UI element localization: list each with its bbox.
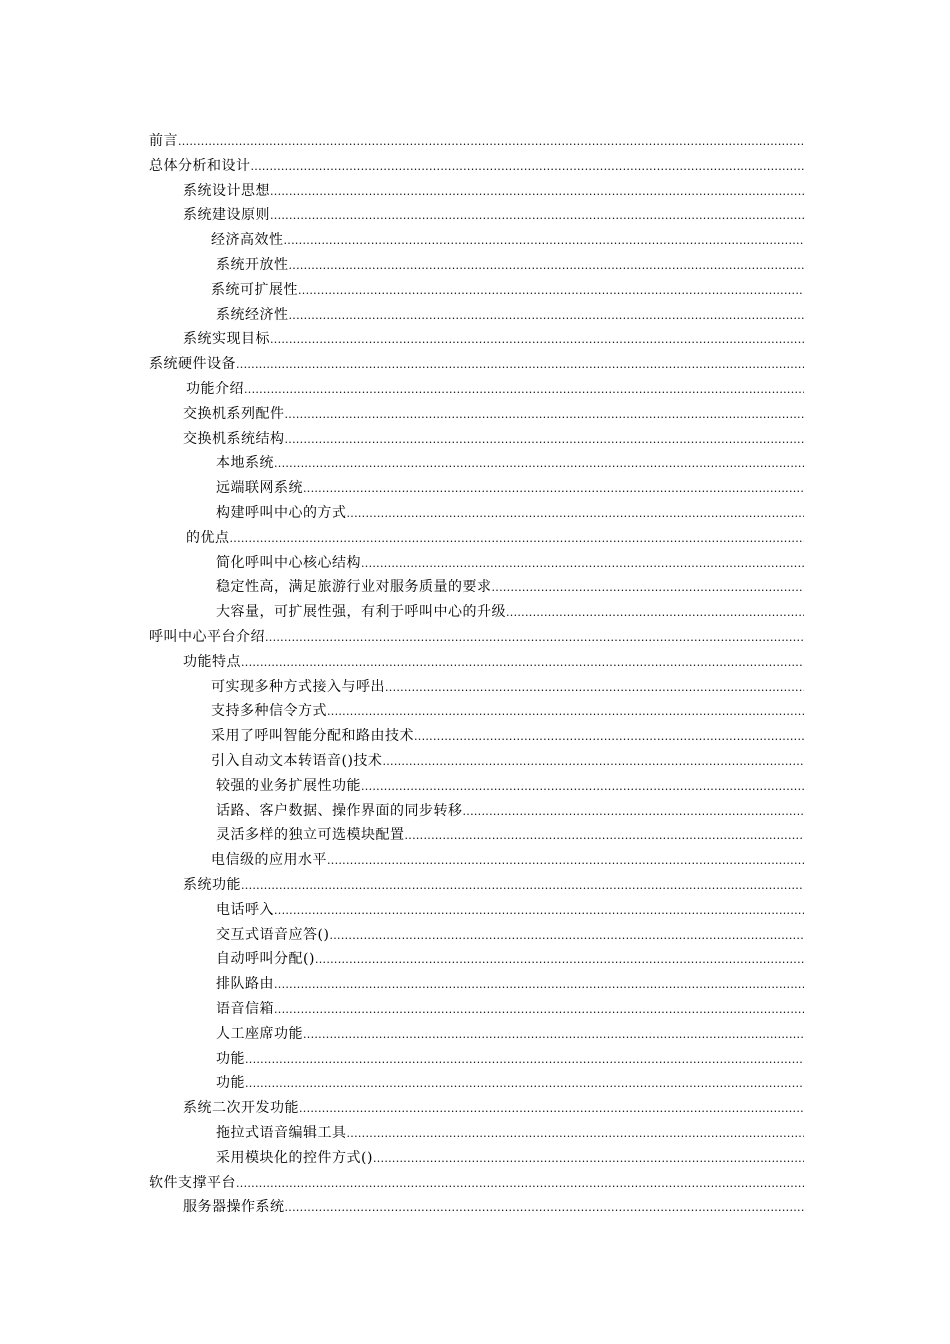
toc-dot-leader <box>274 1004 804 1016</box>
toc-entry[interactable] <box>0 818 804 843</box>
toc-dot-leader <box>274 905 804 917</box>
toc-entry[interactable] <box>0 1141 804 1166</box>
toc-entry-title: 采用模块化的控件方式() <box>216 1149 373 1166</box>
toc-entry[interactable] <box>0 1091 804 1116</box>
toc-entry[interactable] <box>0 223 804 248</box>
toc-entry[interactable] <box>0 446 804 471</box>
toc-entry-title: 系统二次开发功能 <box>183 1100 299 1117</box>
toc-entry[interactable] <box>0 694 804 719</box>
toc-dot-leader <box>327 706 804 718</box>
toc-entry[interactable] <box>0 322 804 347</box>
toc-entry[interactable] <box>0 868 804 893</box>
toc-entry-title: 自动呼叫分配() <box>216 951 315 968</box>
toc-dot-leader <box>361 781 804 793</box>
toc-entry-title: 系统建设原则 <box>183 207 270 224</box>
toc-dot-leader <box>236 1178 804 1190</box>
toc-entry-title: 较强的业务扩展性功能 <box>216 777 361 794</box>
toc-dot-leader <box>270 334 804 346</box>
toc-entry-title: 的优点 <box>186 529 230 546</box>
toc-entry-title: 排队路由 <box>216 976 274 993</box>
toc-entry[interactable] <box>0 794 804 819</box>
toc-dot-leader <box>178 136 804 148</box>
toc-entry[interactable] <box>0 347 804 372</box>
toc-entry-title: 引入自动文本转语音()技术 <box>211 753 383 769</box>
toc-dot-leader <box>285 434 805 446</box>
toc-dot-leader <box>382 756 804 768</box>
toc-dot-leader <box>385 682 804 694</box>
toc-entry[interactable] <box>0 1042 804 1067</box>
toc-entry[interactable] <box>0 1017 804 1042</box>
toc-entry[interactable] <box>0 198 804 223</box>
toc-entry[interactable] <box>0 1166 804 1191</box>
toc-dot-leader <box>230 533 805 545</box>
toc-dot-leader <box>245 1078 804 1090</box>
toc-entry-title: 呼叫中心平台介绍 <box>149 629 265 645</box>
toc-entry-title: 可实现多种方式接入与呼出 <box>211 678 385 695</box>
toc-dot-leader <box>329 930 804 942</box>
toc-entry[interactable] <box>0 967 804 992</box>
toc-entry[interactable] <box>0 298 804 323</box>
toc-entry-title: 人工座席功能 <box>216 1025 303 1042</box>
toc-entry-title: 交换机系统结构 <box>183 430 285 447</box>
toc-dot-leader <box>236 359 804 371</box>
toc-entry[interactable] <box>0 670 804 695</box>
toc-entry[interactable] <box>0 620 804 645</box>
toc-entry-title: 前言 <box>149 133 178 149</box>
toc-dot-leader <box>506 607 804 619</box>
toc-dot-leader <box>298 285 804 297</box>
toc-entry[interactable] <box>0 546 804 571</box>
toc-dot-leader <box>373 1153 804 1165</box>
toc-dot-leader <box>492 582 805 594</box>
toc-dot-leader <box>347 508 805 520</box>
toc-entry-title: 拖拉式语音编辑工具 <box>216 1125 347 1141</box>
toc-dot-leader <box>245 1054 804 1066</box>
toc-entry[interactable] <box>0 273 804 298</box>
toc-entry[interactable] <box>0 471 804 496</box>
toc-dot-leader <box>347 1128 805 1140</box>
toc-entry-title: 功能 <box>216 1050 245 1067</box>
toc-dot-leader <box>299 1103 804 1115</box>
toc-dot-leader <box>270 210 804 222</box>
toc-dot-leader <box>327 855 804 867</box>
toc-entry[interactable] <box>0 248 804 273</box>
toc-entry-title: 简化呼叫中心核心结构 <box>216 554 361 571</box>
toc-entry-title: 功能介绍 <box>186 381 244 397</box>
toc-entry[interactable] <box>0 521 804 546</box>
toc-entry-title: 交换机系列配件 <box>183 405 285 422</box>
toc-entry-title: 系统功能 <box>183 877 241 893</box>
toc-entry-title: 软件支撑平台 <box>149 1174 236 1191</box>
toc-entry-title: 系统可扩展性 <box>211 281 298 298</box>
toc-entry[interactable] <box>0 645 804 670</box>
toc-entry-title: 支持多种信令方式 <box>211 703 327 720</box>
toc-entry[interactable] <box>0 843 804 868</box>
toc-entry[interactable] <box>0 992 804 1017</box>
toc-entry[interactable] <box>0 744 804 769</box>
toc-dot-leader <box>463 806 805 818</box>
toc-dot-leader <box>274 979 804 991</box>
toc-entry[interactable] <box>0 496 804 521</box>
toc-entry[interactable] <box>0 372 804 397</box>
toc-entry-title: 构建呼叫中心的方式 <box>216 505 347 521</box>
toc-dot-leader <box>270 186 804 198</box>
toc-entry-title: 经济高效性 <box>211 232 284 249</box>
toc-entry[interactable] <box>0 1066 804 1091</box>
toc-entry-title: 大容量，可扩展性强，有利于呼叫中心的升级 <box>216 604 506 621</box>
toc-dot-leader <box>285 1202 805 1214</box>
toc-entry-title: 灵活多样的独立可选模块配置 <box>216 827 405 844</box>
toc-entry-title: 本地系统 <box>216 455 274 472</box>
toc-entry[interactable] <box>0 422 804 447</box>
toc-dot-leader <box>361 558 804 570</box>
toc-dot-leader <box>251 161 805 173</box>
toc-dot-leader <box>303 1029 804 1041</box>
toc-entry-title: 总体分析和设计 <box>149 157 251 174</box>
toc-entry[interactable] <box>0 918 804 943</box>
toc-dot-leader <box>315 954 804 966</box>
toc-entry-title: 功能 <box>216 1075 245 1092</box>
toc-entry-title: 服务器操作系统 <box>183 1199 285 1216</box>
toc-entry-title: 采用了呼叫智能分配和路由技术 <box>211 728 414 745</box>
toc-entry[interactable] <box>0 719 804 744</box>
toc-dot-leader <box>285 409 805 421</box>
toc-entry[interactable] <box>0 570 804 595</box>
toc-entry[interactable] <box>0 595 804 620</box>
toc-entry-title: 系统硬件设备 <box>149 356 236 373</box>
toc-entry-title: 电信级的应用水平 <box>211 852 327 869</box>
toc-entry-title: 系统开放性 <box>216 257 289 273</box>
toc-entry[interactable] <box>0 149 804 174</box>
toc-entry-title: 功能特点 <box>183 653 241 670</box>
toc-dot-leader <box>274 458 804 470</box>
toc-entry-title: 系统实现目标 <box>183 331 270 348</box>
toc-dot-leader <box>289 260 805 272</box>
toc-dot-leader <box>244 384 804 396</box>
toc-entry[interactable] <box>0 942 804 967</box>
toc-dot-leader <box>265 632 804 644</box>
toc-dot-leader <box>241 657 804 669</box>
toc-dot-leader <box>405 830 805 842</box>
toc-dot-leader <box>303 483 804 495</box>
toc-entry[interactable] <box>0 769 804 794</box>
toc-entry[interactable] <box>0 1190 804 1215</box>
toc-entry-title: 系统设计思想 <box>183 182 270 199</box>
toc-entry-title: 电话呼入 <box>216 901 274 918</box>
toc-entry-title: 系统经济性 <box>216 306 289 323</box>
toc-entry-title: 语音信箱 <box>216 1001 274 1017</box>
toc-dot-leader <box>289 310 805 322</box>
toc-entry[interactable] <box>0 1116 804 1141</box>
toc-entry-title: 稳定性高，满足旅游行业对服务质量的要求 <box>216 579 492 596</box>
toc-entry[interactable] <box>0 124 804 149</box>
toc-dot-leader <box>414 731 804 743</box>
toc-entry[interactable] <box>0 397 804 422</box>
toc-dot-leader <box>284 235 805 247</box>
toc-entry-title: 远端联网系统 <box>216 480 303 497</box>
toc-entry[interactable] <box>0 893 804 918</box>
toc-entry-title: 话路、客户数据、操作界面的同步转移 <box>216 802 463 819</box>
toc-entry[interactable] <box>0 174 804 199</box>
toc-entry-title: 交互式语音应答() <box>216 926 330 943</box>
toc-dot-leader <box>241 880 804 892</box>
